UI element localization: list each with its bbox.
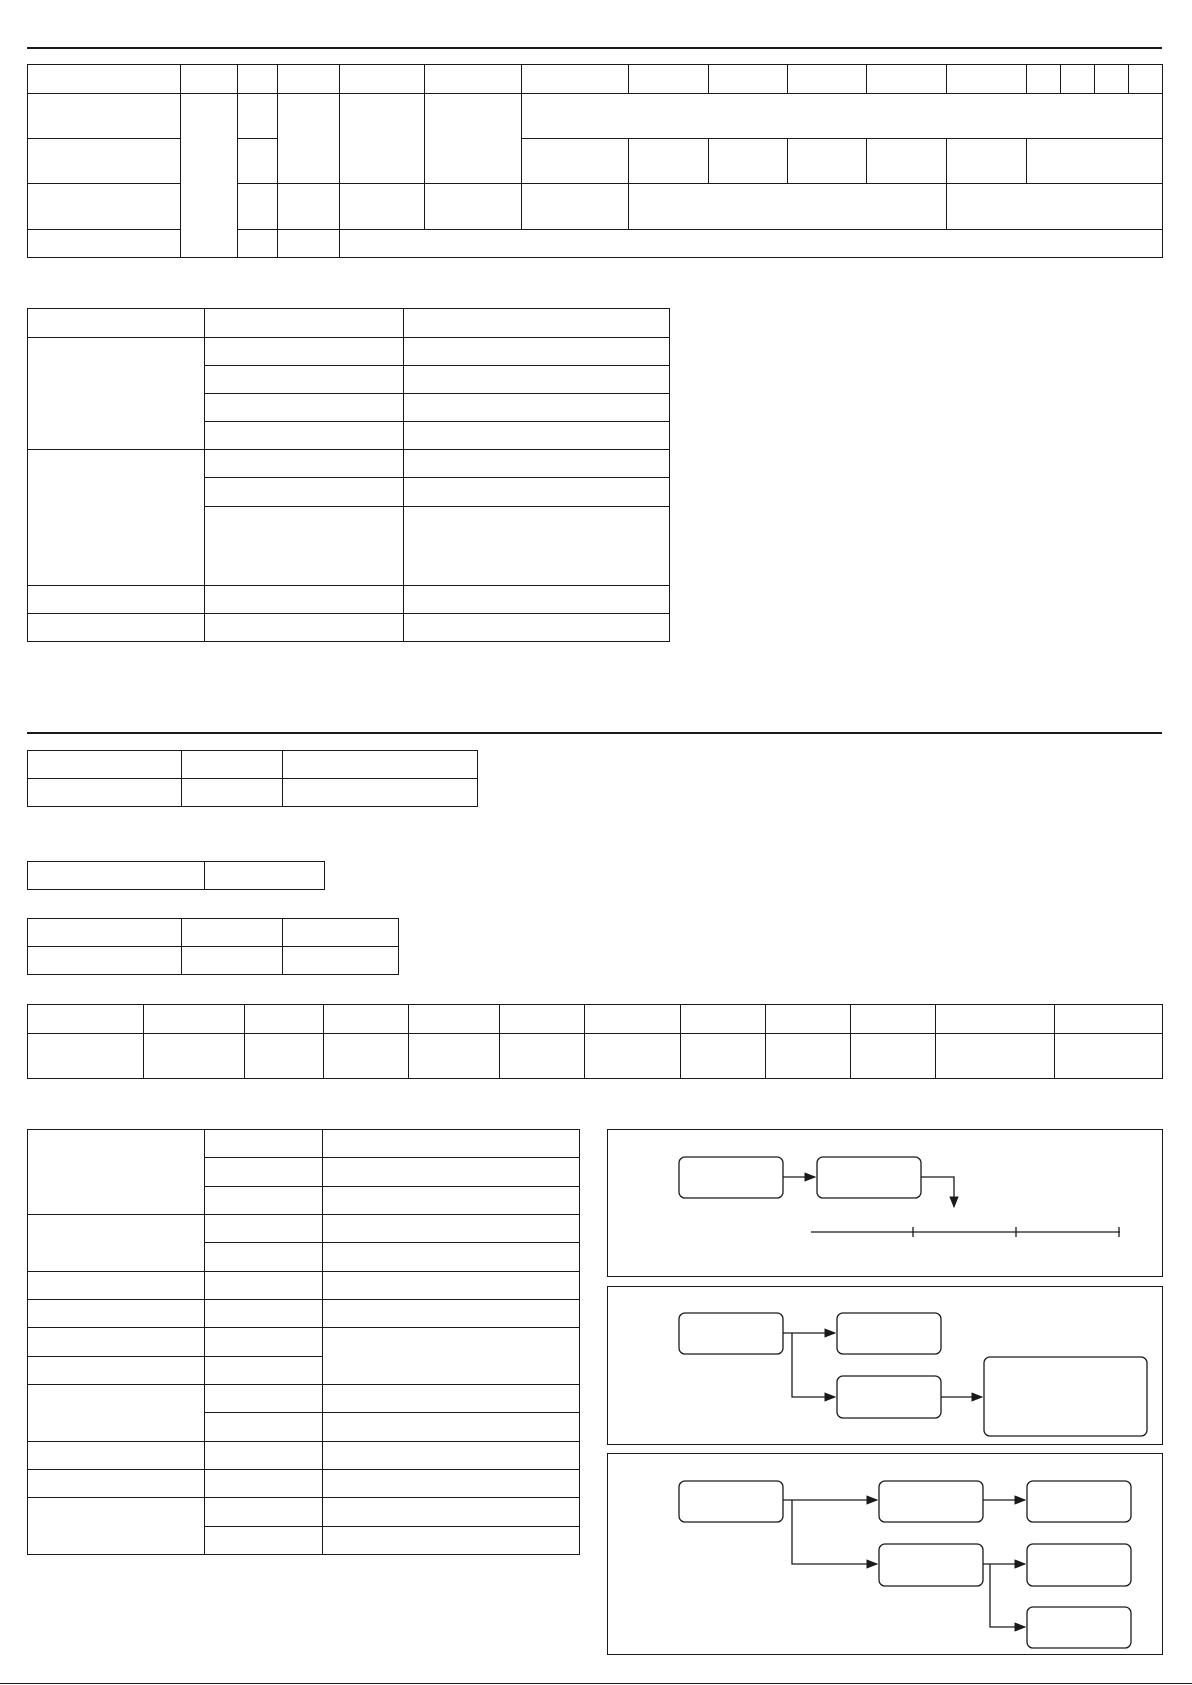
flow-arrow (792, 1500, 877, 1564)
flow-arrow (921, 1177, 954, 1207)
flow-node (837, 1376, 941, 1418)
flow-node (984, 1357, 1147, 1436)
flow-arrow (990, 1564, 1025, 1627)
flow-node (679, 1157, 783, 1198)
flow-node (679, 1481, 783, 1522)
flow-node (817, 1157, 921, 1198)
flow-node (1027, 1607, 1131, 1648)
flow-node (679, 1313, 783, 1354)
flow-node (1027, 1544, 1131, 1586)
flow-node (879, 1481, 983, 1522)
flow-arrow (792, 1333, 835, 1397)
flow-node (879, 1544, 983, 1586)
flow-node (837, 1313, 941, 1354)
page-bottom-rule (0, 1683, 1192, 1684)
flow-node (1027, 1481, 1131, 1522)
